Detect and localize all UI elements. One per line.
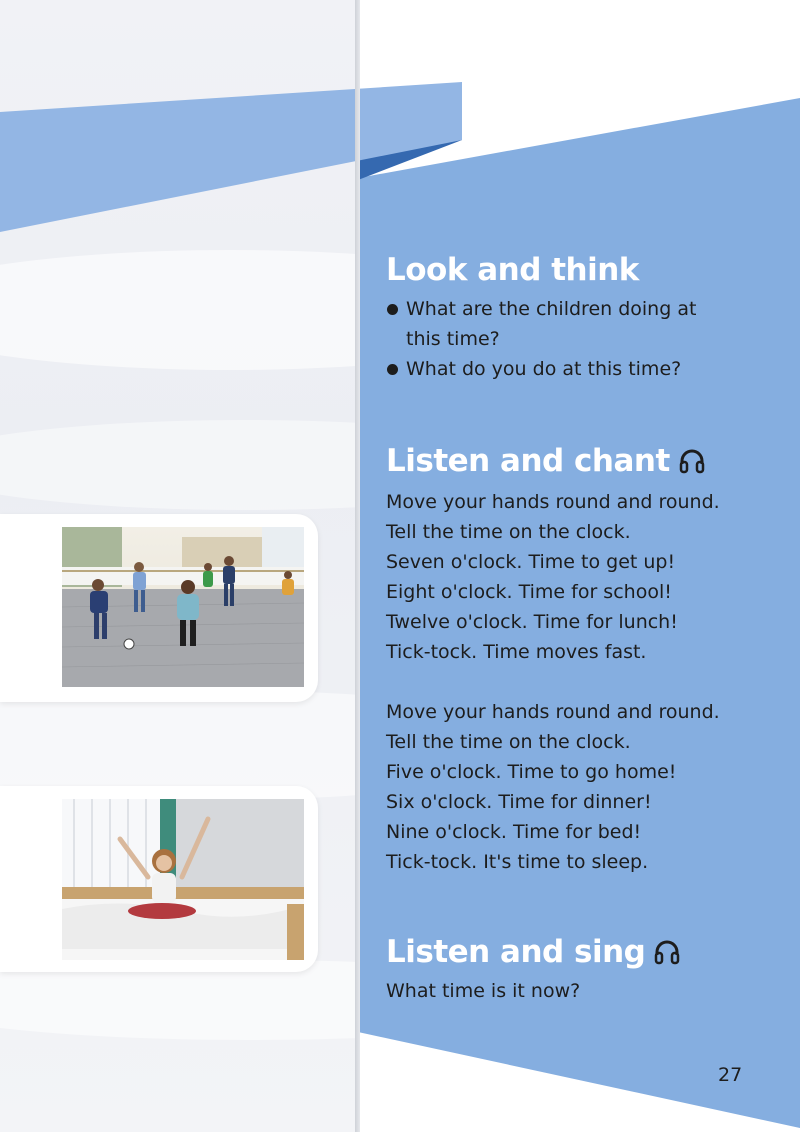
chant-line: Tick-tock. It's time to sleep. [386, 851, 649, 873]
chant-line: Tell the time on the clock. [386, 731, 631, 753]
chant-verse-1 [386, 487, 766, 667]
chant-line: Move your hands round and round. [386, 491, 720, 513]
chant-line: Seven o'clock. Time to get up! [386, 551, 676, 573]
listen-and-chant-title: Listen and chant [386, 443, 670, 479]
chant-line: Five o'clock. Time to go home! [386, 761, 677, 783]
listen-and-sing-section [386, 934, 766, 1006]
book-spine [355, 0, 360, 1132]
girl-waking-up-photo [62, 799, 304, 960]
chant-verse-2 [386, 697, 766, 877]
chant-line: Six o'clock. Time for dinner! [386, 791, 652, 813]
chant-line: Nine o'clock. Time for bed! [386, 821, 642, 843]
listen-and-sing-title: Listen and sing [386, 934, 646, 970]
question-item: What are the children doing at this time? [386, 294, 726, 354]
children-playing-football-photo [62, 527, 304, 687]
headphones-icon[interactable] [678, 447, 706, 475]
listen-and-chant-section [386, 443, 766, 877]
headphones-icon[interactable] [653, 938, 681, 966]
chant-line: Twelve o'clock. Time for lunch! [386, 611, 678, 633]
chant-line: Tick-tock. Time moves fast. [386, 641, 647, 663]
chant-line: Eight o'clock. Time for school! [386, 581, 672, 603]
look-and-think-heading: Look and think [386, 252, 639, 288]
page-number: 27 [718, 1064, 743, 1086]
question-item: What do you do at this time? [386, 354, 766, 384]
look-and-think-section [386, 252, 766, 384]
sing-prompt: What time is it now? [386, 980, 581, 1002]
question-list [386, 294, 766, 384]
listen-and-chant-heading [386, 443, 766, 479]
chant-line: Move your hands round and round. [386, 701, 720, 723]
listen-and-sing-heading [386, 934, 766, 970]
chant-line: Tell the time on the clock. [386, 521, 631, 543]
